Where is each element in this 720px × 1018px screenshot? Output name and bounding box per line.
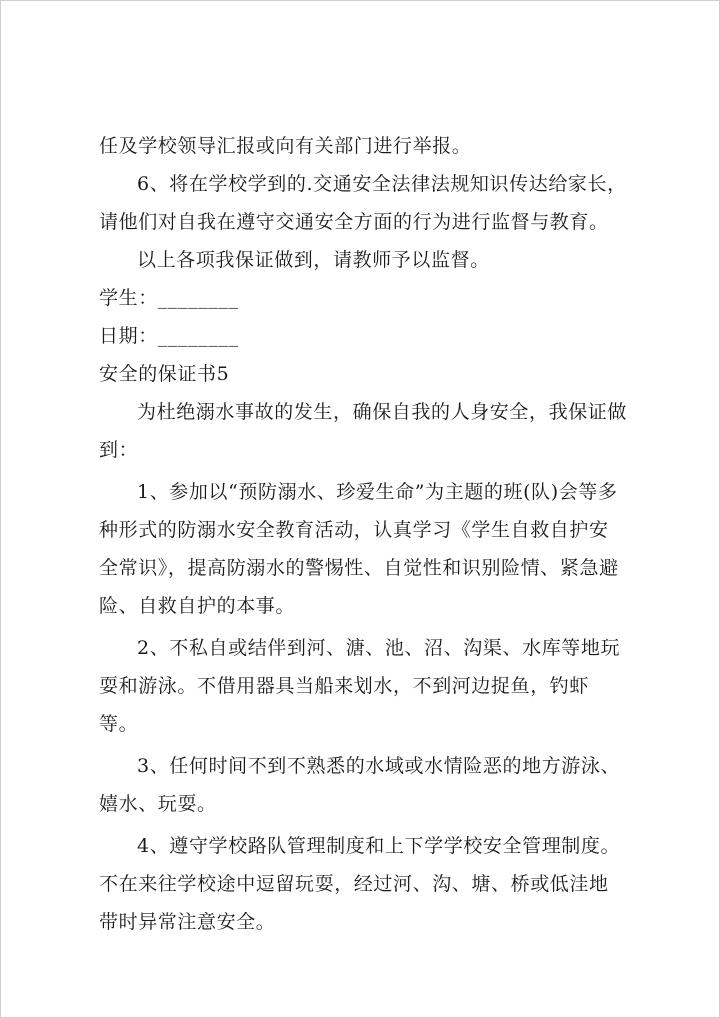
paragraph-item-4: 4、遵守学校路队管理制度和上下学学校安全管理制度。不在来往学校途中逗留玩耍，经过河、沟、塘、桥或低洼地带时异常注意安全。	[99, 835, 621, 933]
date-signature-line: 日期：________	[99, 325, 239, 347]
paragraph-intro: 为杜绝溺水事故的发生，确保自我的人身安全，我保证做到：	[99, 401, 628, 461]
student-signature-line: 学生：________	[99, 287, 239, 309]
paragraph-continued-report: 任及学校领导汇报或向有关部门进行举报。	[99, 135, 472, 157]
paragraph-item-3: 3、任何时间不到不熟悉的水域或水情险恶的地方游泳、嬉水、玩耍。	[99, 755, 621, 815]
paragraph-guarantee-statement: 以上各项我保证做到，请教师予以监督。	[137, 249, 490, 271]
paragraph-item-6: 6、将在学校学到的.交通安全法律法规知识传达给家长，请他们对自我在遵守交通安全方面的行为进行监督与教育。	[99, 173, 627, 233]
paragraph-item-2: 2、不私自或结伴到河、溏、池、沼、沟渠、水库等地玩耍和游泳。不借用器具当船来划水，不到河边捉鱼，钓虾等。	[99, 637, 621, 735]
paragraph-item-1: 1、参加以“预防溺水、珍爱生命”为主题的班(队)会等多种形式的防溺水安全教育活动，认真学习《学生自救自护安全常识》，提高防溺水的警惕性、自觉性和识别险情、紧急避险、自救自护的本事。	[99, 481, 619, 617]
section-heading: 安全的保证书5	[99, 363, 230, 385]
document-body	[99, 127, 627, 941]
